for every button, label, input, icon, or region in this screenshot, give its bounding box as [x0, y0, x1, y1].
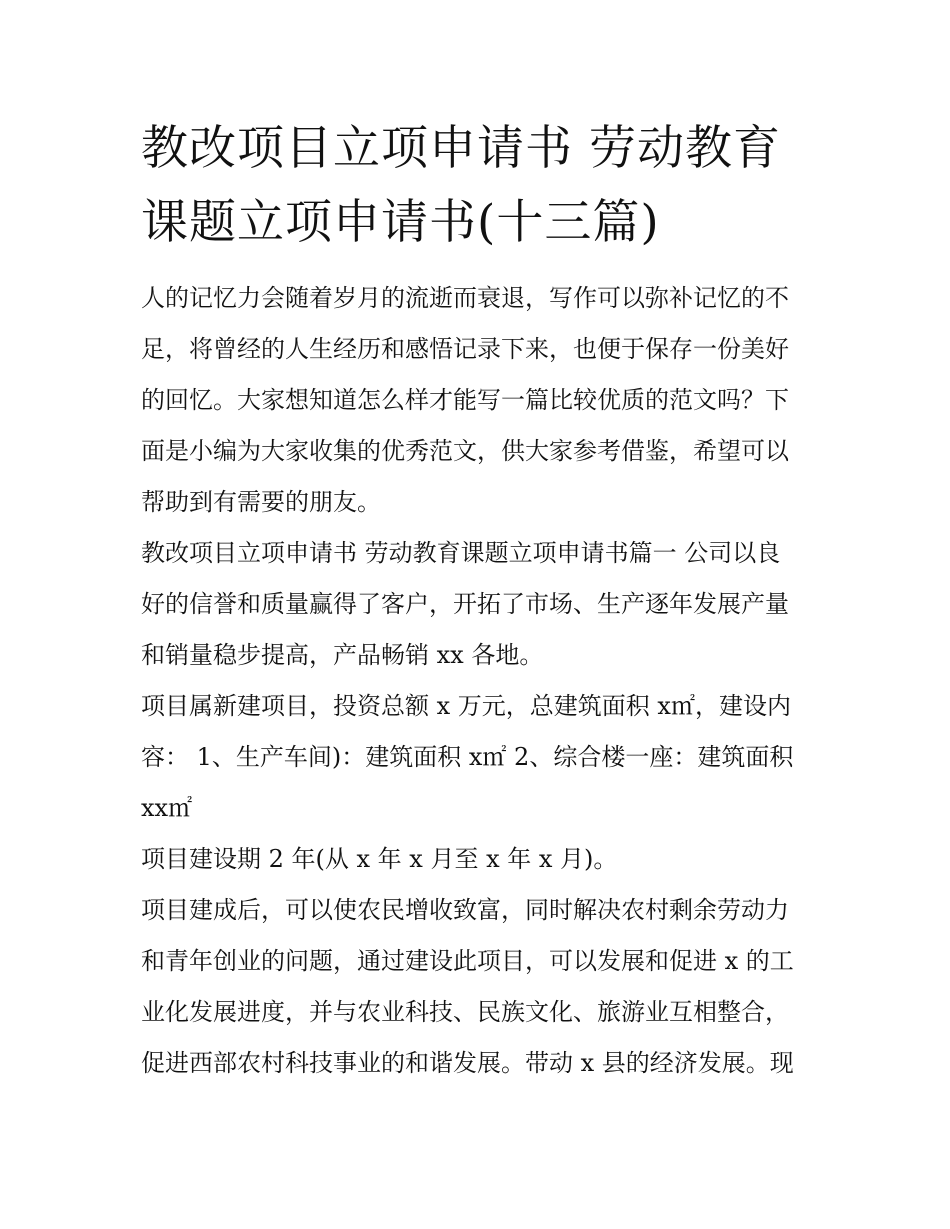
text-line: 教改项目立项申请书 劳动教育课题立项申请书篇一 公司以良: [141, 539, 781, 567]
paragraph-intro: [141, 273, 812, 528]
paragraph-section-one: [141, 528, 812, 681]
paragraph-construction-period: [141, 834, 812, 885]
text-line: 项目属新建项目，投资总额 x 万元，总建筑面积 x㎡，建设内: [141, 692, 791, 720]
text-line: 促进西部农村科技事业的和谐发展。带动 x 县的经济发展。现: [141, 1049, 794, 1077]
text-line: 面是小编为大家收集的优秀范文，供大家参考借鉴，希望可以: [141, 437, 789, 465]
text-line: 的回忆。大家想知道怎么样才能写一篇比较优质的范文吗？下: [141, 386, 789, 414]
title-line: 课题立项申请书(十三篇): [141, 195, 660, 250]
text-line: 和销量稳步提高，产品畅销 xx 各地。: [141, 641, 544, 669]
text-line: xx㎡: [141, 794, 193, 822]
text-line: 项目建成后，可以使农民增收致富，同时解决农村剩余劳动力: [141, 896, 789, 924]
text-line: 帮助到有需要的朋友。: [141, 488, 381, 516]
text-line: 和青年创业的问题，通过建设此项目，可以发展和促进 x 的工: [141, 947, 794, 975]
text-line: 项目建设期 2 年(从 x 年 x 月至 x 年 x 月)。: [141, 845, 618, 873]
document-title: [141, 112, 812, 260]
text-line: 容： 1、生产车间)：建筑面积 x㎡ 2、综合楼一座：建筑面积: [141, 743, 794, 771]
text-line: 业化发展进度，并与农业科技、民族文化、旅游业互相整合，: [141, 998, 789, 1026]
text-line: 足，将曾经的人生经历和感悟记录下来，也便于保存一份美好: [141, 335, 789, 363]
text-line: 人的记忆力会随着岁月的流逝而衰退，写作可以弥补记忆的不: [141, 284, 789, 312]
document-body: [141, 273, 812, 1089]
paragraph-project-benefits: [141, 885, 812, 1089]
paragraph-project-scope: [141, 681, 812, 834]
text-line: 好的信誉和质量赢得了客户，开拓了市场、生产逐年发展产量: [141, 590, 789, 618]
title-line: 教改项目立项申请书 劳动教育: [141, 121, 781, 176]
